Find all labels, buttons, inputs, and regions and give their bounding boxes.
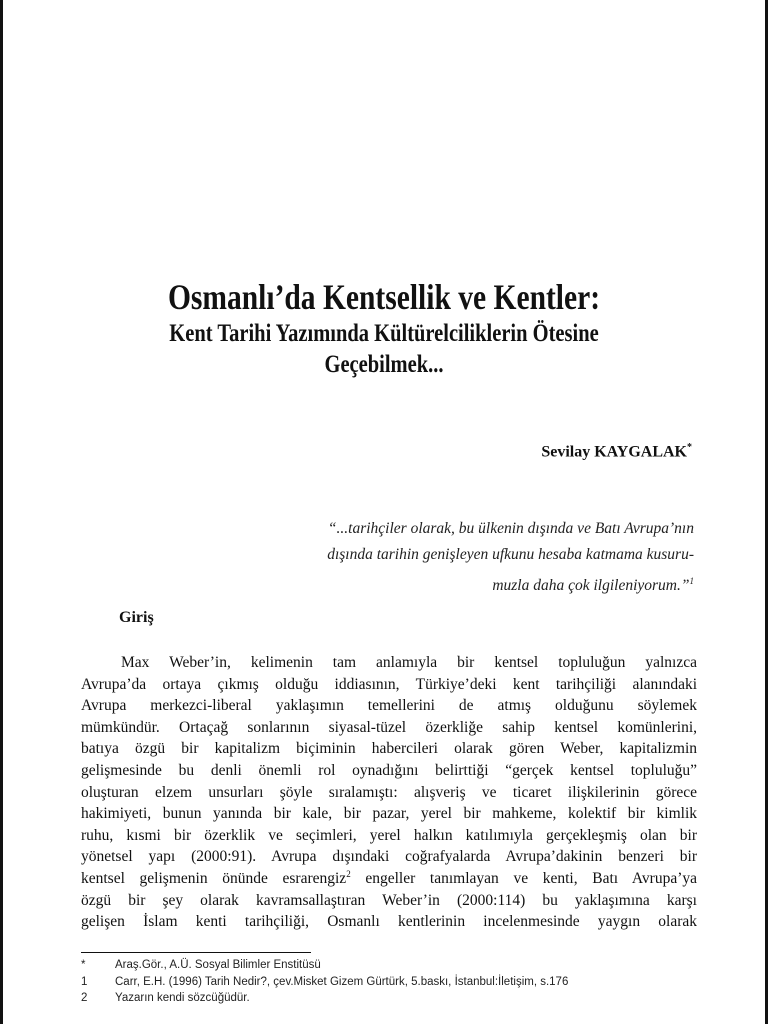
epigraph-footnote-ref: 1 — [689, 576, 694, 586]
footnote — [81, 957, 701, 974]
epigraph-line — [224, 568, 694, 599]
footnote-text: Araş.Gör., A.Ü. Sosyal Bilimler Enstitüsü — [115, 959, 321, 971]
body-text-fragment: kentsel gelişmenin önünde esrarengiz — [81, 869, 347, 887]
page-edge-left — [0, 0, 3, 1024]
epigraph-line: “...tarihçiler olarak, bu ülkenin dışında ve Batı Avrupa’nın — [327, 520, 694, 537]
body-line: oluşturan elzem unsurları şöyle sıralamıştı: alışveriş ve ticaret ilişkilerinin görece — [81, 783, 697, 801]
body-line: hakimiyeti, bunun yanında bir kale, bir pazar, yerel bir mahkeme, kolektif bir kimlik — [81, 805, 697, 823]
body-line: yönetsel yapı (2000:91). Avrupa dışındaki coğrafyalarda Avrupa’dakinin benzeri bir — [81, 848, 697, 866]
body-line: özgü bir şey olarak kavramsallaştıran Weber’in (2000:114) bu yaklaşımına karşı — [81, 891, 697, 909]
body-footnote-ref: 2 — [346, 868, 351, 879]
footnote-marker: 1 — [81, 975, 88, 988]
body-paragraph — [81, 652, 697, 933]
body-line: gelişmesinde bu denli önemli rol oynadığını belirttiği “gerçek kentsel topluluğu” — [81, 761, 697, 779]
footnote-separator — [81, 952, 311, 953]
body-line: Avrupa’da ortaya çıkmış olduğu iddiasının, Türkiye’deki kent tarihçiliği alanındaki — [81, 675, 697, 693]
body-line: mümkündür. Ortaçağ sonlarının siyasal-tüzel özerkliğe sahip kentsel komünlerini, — [81, 718, 697, 736]
footnote — [81, 990, 701, 1007]
author-footnote-marker: * — [687, 442, 692, 453]
section-heading: Giriş — [119, 609, 154, 626]
author-name: Sevilay KAYGALAK — [541, 443, 687, 461]
epigraph — [224, 516, 694, 599]
footnote — [81, 974, 701, 991]
body-line: batıya özgü bir kapitalizm biçiminin habercileri olarak gören Weber, kapitalizmin — [81, 740, 697, 758]
body-line: ruhu, kısmi bir özerklik ve seçimleri, yerel halkın katılımıyla gerçekleşmiş olan bir — [81, 826, 697, 844]
footnote-marker: * — [81, 959, 86, 971]
title-block — [0, 276, 768, 380]
author-byline — [541, 442, 692, 461]
body-line: Max Weber’in, kelimenin tam anlamıyla bir kentsel topluluğun yalnızca — [121, 654, 697, 671]
footnotes — [81, 957, 701, 1007]
epigraph-text: muzla daha çok ilgileniyorum.” — [492, 577, 690, 595]
article-subtitle-line-1: Kent Tarihi Yazımında Kültürelciliklerin Ötesine — [169, 320, 599, 347]
footnote-text: Yazarın kendi sözcüğüdür. — [115, 992, 250, 1004]
footnote-marker: 2 — [81, 992, 88, 1004]
footnote-text: Carr, E.H. (1996) Tarih Nedir?, çev.Misket Gizem Gürtürk, 5.baskı, İstanbul:İletişim, s.176 — [115, 975, 569, 988]
body-line: gelişen İslam kenti tarihçiliği, Osmanlı kentlerinin incelenmesinde yaygın olarak — [81, 913, 697, 931]
body-line: Avrupa merkezci-liberal yaklaşımın temellerini de atmış olduğunu söylemek — [81, 697, 697, 715]
article-title: Osmanlı’da Kentsellik ve Kentler: — [167, 277, 601, 317]
body-text-fragment: engeller tanımlayan ve kenti, Batı Avrupa’ya — [365, 869, 697, 887]
article-subtitle-line-2: Geçebilmek... — [324, 351, 444, 378]
epigraph-line: dışında tarihin genişleyen ufkunu hesaba katmama kusuru- — [327, 546, 694, 563]
body-line — [81, 868, 697, 890]
